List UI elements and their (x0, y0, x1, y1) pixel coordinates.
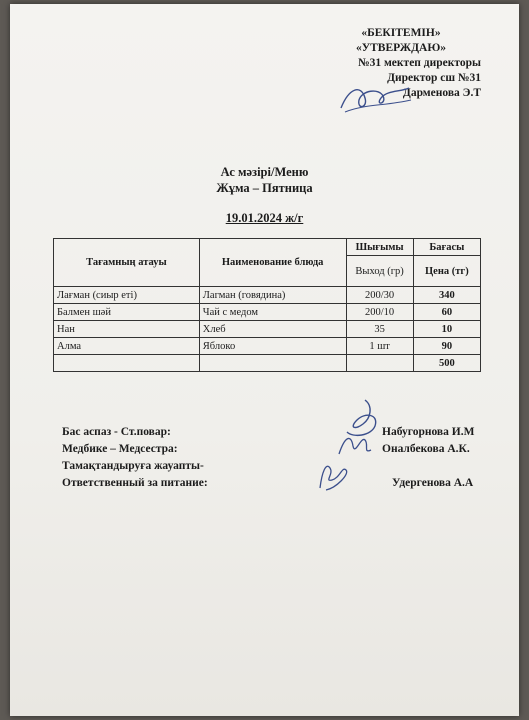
dish-name-ru: Хлеб (199, 321, 346, 338)
approval-line-kz: «БЕКІТЕМІН» (361, 27, 441, 39)
dish-name-kz: Нан (54, 321, 200, 338)
dish-name-kz: Балмен шәй (54, 304, 200, 321)
signatory-name: Оналбекова А.К. (382, 443, 470, 455)
signatory-role: Ответственный за питание: (62, 477, 208, 489)
empty-cell (199, 355, 346, 372)
dish-name-ru: Яблоко (199, 338, 346, 355)
dish-price: 60 (413, 304, 480, 321)
director-title-ru: Директор сш №31 (387, 72, 481, 84)
signatory-name: Набугорнова И.М (382, 426, 475, 438)
table-header-row (54, 239, 481, 256)
header-price-ru: Цена (тг) (413, 256, 480, 287)
signatory-row (62, 441, 492, 458)
header-yield-ru: Выход (гр) (346, 256, 413, 287)
total-price: 500 (413, 355, 480, 372)
dish-name-kz: Лағман (сиыр еті) (54, 287, 200, 304)
table-row (54, 321, 481, 338)
menu-table (53, 238, 481, 372)
signatory-row (62, 424, 492, 441)
approval-line-ru: «УТВЕРЖДАЮ» (355, 42, 447, 54)
signatory-row (62, 475, 492, 492)
document-page (10, 4, 519, 716)
menu-title: Ас мәзірі/Меню (220, 165, 309, 179)
empty-cell (346, 355, 413, 372)
director-title-kz: №31 мектеп директоры (358, 57, 481, 69)
empty-cell (54, 355, 200, 372)
director-signature (335, 80, 415, 116)
signatory-role: Медбике – Медсестра: (62, 443, 178, 455)
table-row (54, 304, 481, 321)
dish-yield: 1 шт (346, 338, 413, 355)
header-name-ru: Наименование блюда (199, 239, 346, 287)
header-name-kz: Тағамның атауы (54, 239, 200, 287)
signatory-role: Бас аспаз - Ст.повар: (62, 426, 171, 438)
signatory-role: Тамақтандыруға жауапты- (62, 460, 204, 472)
table-total-row (54, 355, 481, 372)
dish-yield: 200/30 (346, 287, 413, 304)
header-price-kz: Бағасы (413, 239, 480, 256)
signatories-block (62, 424, 492, 492)
responsible-signature (312, 458, 352, 494)
signatory-name: Удергенова А.А (392, 477, 474, 489)
dish-name-kz: Алма (54, 338, 200, 355)
header-yield-kz: Шығымы (346, 239, 413, 256)
nurse-signature (335, 430, 375, 458)
dish-name-ru: Чай с медом (199, 304, 346, 321)
director-name: Дарменова Э.Т (402, 87, 481, 99)
dish-yield: 200/10 (346, 304, 413, 321)
table-row (54, 338, 481, 355)
dish-yield: 35 (346, 321, 413, 338)
signatory-row (62, 458, 492, 475)
menu-weekday: Жұма – Пятница (216, 181, 313, 195)
menu-title-block (10, 164, 519, 196)
table-row (54, 287, 481, 304)
menu-date: 19.01.2024 ж/г (225, 211, 304, 225)
dish-price: 340 (413, 287, 480, 304)
dish-name-ru: Лагман (говядина) (199, 287, 346, 304)
dish-price: 10 (413, 321, 480, 338)
dish-price: 90 (413, 338, 480, 355)
